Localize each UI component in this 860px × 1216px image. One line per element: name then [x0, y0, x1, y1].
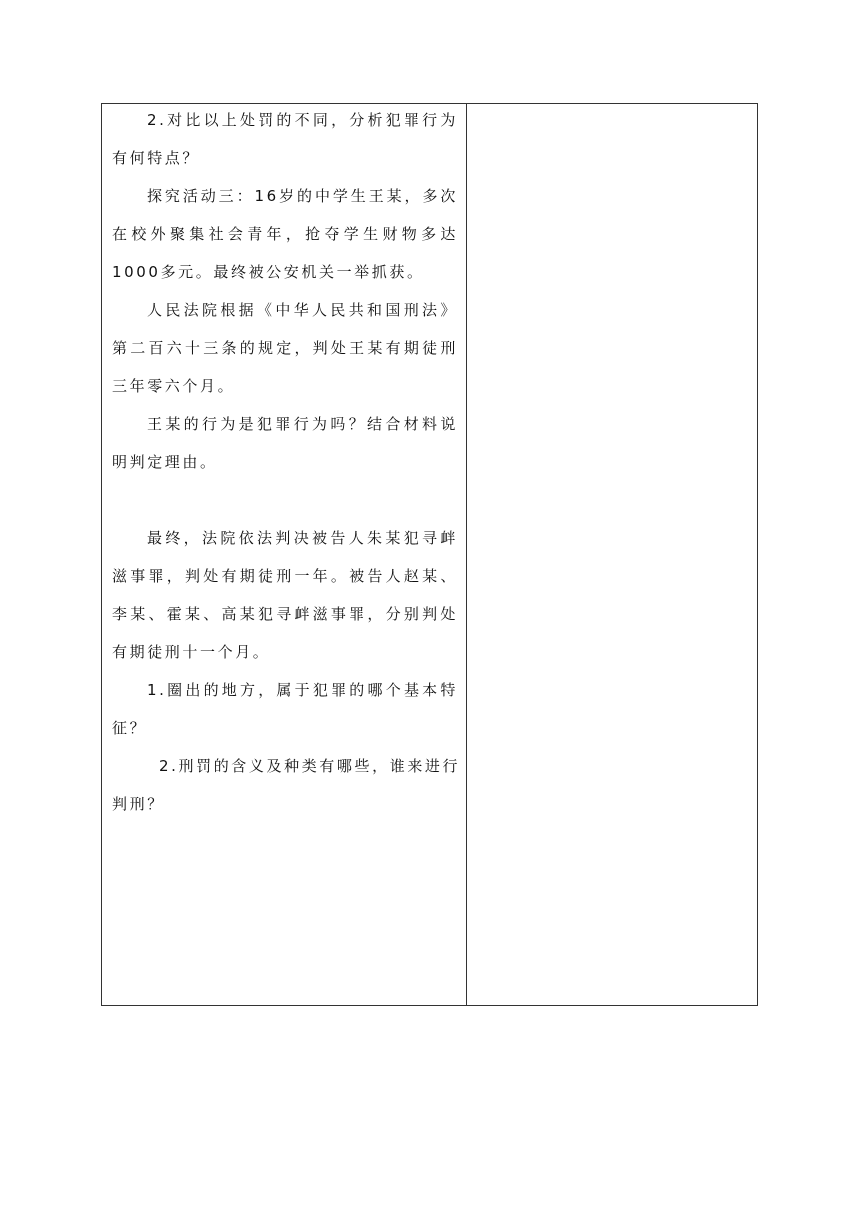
document-table [101, 103, 758, 1006]
text-line: 2.对比以上处罚的不同，分析犯罪行为 [147, 111, 458, 129]
text-line: 判刑？ [112, 795, 165, 813]
text-line: 有期徒刑十一个月。 [112, 643, 271, 661]
text-line: 明判定理由。 [112, 453, 218, 471]
right-cell [467, 104, 757, 1005]
text-line: 王某的行为是犯罪行为吗？结合材料说 [147, 415, 458, 433]
text-line: 李某、霍某、高某犯寻衅滋事罪，分别判处 [112, 605, 458, 623]
text-line: 征？ [112, 719, 148, 737]
text-line: 最终，法院依法判决被告人朱某犯寻衅 [147, 529, 458, 547]
text-line: 滋事罪，判处有期徒刑一年。被告人赵某、 [112, 567, 458, 585]
text-line: 探究活动三：16岁的中学生王某，多次 [147, 187, 458, 205]
text-line: 2.刑罚的含义及种类有哪些，谁来进行 [159, 757, 461, 775]
text-line: 三年零六个月。 [112, 377, 236, 395]
text-line: 1000多元。最终被公安机关一举抓获。 [112, 263, 425, 281]
text-line: 第二百六十三条的规定，判处王某有期徒刑 [112, 339, 458, 357]
text-line: 人民法院根据《中华人民共和国刑法》 [147, 301, 458, 319]
text-line: 1.圈出的地方，属于犯罪的哪个基本特 [147, 681, 458, 699]
text-line: 有何特点？ [112, 149, 201, 167]
text-line: 在校外聚集社会青年，抢夺学生财物多达 [112, 225, 458, 243]
left-cell [102, 104, 467, 1005]
